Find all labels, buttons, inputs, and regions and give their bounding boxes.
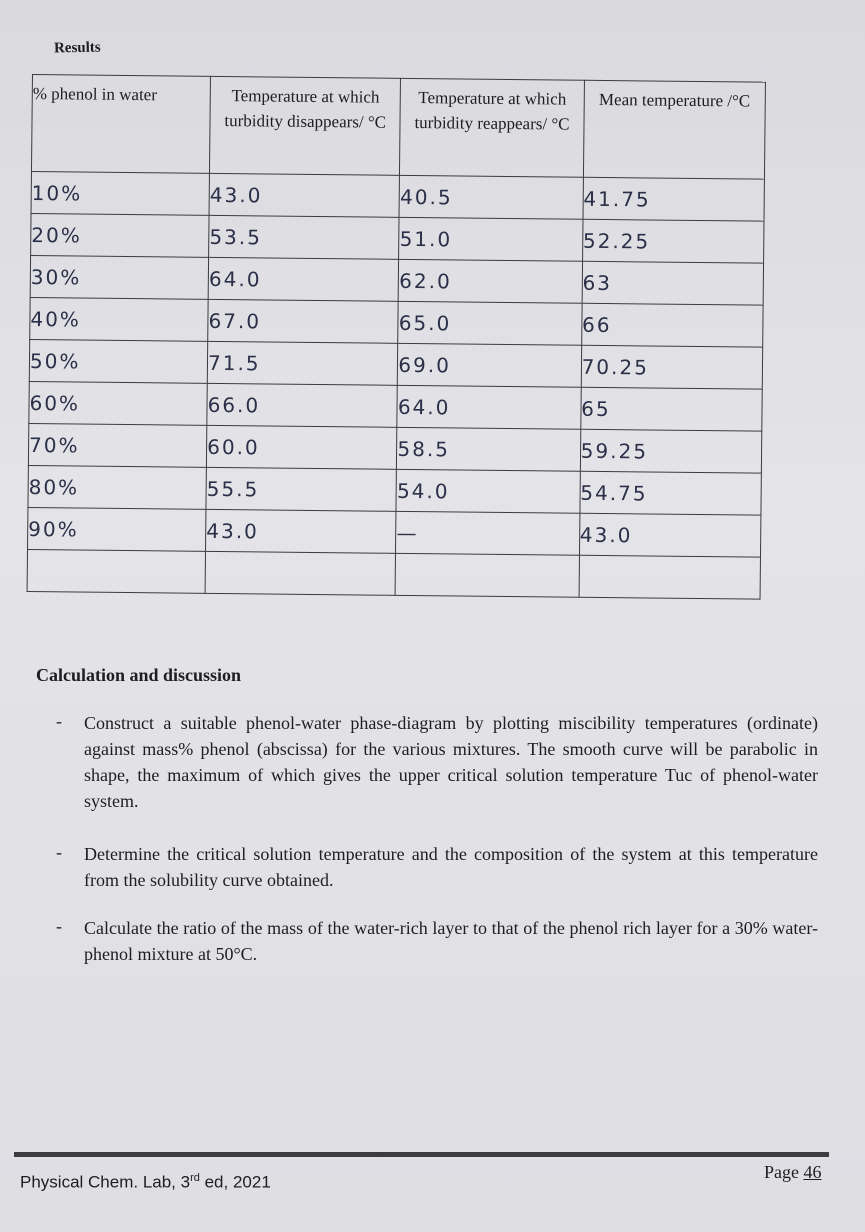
bullet-dash: - xyxy=(56,916,62,936)
cell-reappears: 64.0 xyxy=(397,385,581,429)
bullet-dash: - xyxy=(56,842,62,862)
discussion-item-mass-ratio: Calculate the ratio of the mass of the water-rich layer to that of the phenol rich layer for a 30% water-phenol mixture at 50°C. xyxy=(84,918,818,964)
footer-page-label: Page xyxy=(764,1162,804,1182)
header-phenol-percent: % phenol in water xyxy=(31,75,210,174)
cell-disappears: 53.5 xyxy=(209,215,400,259)
cell-disappears: 60.0 xyxy=(206,425,397,469)
cell-mean: 52.25 xyxy=(582,219,764,263)
cell-reappears: 51.0 xyxy=(399,217,583,261)
cell-mean: 43.0 xyxy=(579,513,761,557)
cell-reappears: 65.0 xyxy=(398,301,582,345)
cell-mean: 54.75 xyxy=(580,471,762,515)
cell-disappears: 55.5 xyxy=(206,467,397,511)
results-heading: Results xyxy=(53,39,101,57)
cell-empty xyxy=(27,549,206,593)
cell-disappears: 43.0 xyxy=(209,173,400,217)
cell-mean: 41.75 xyxy=(583,177,765,221)
footer-edition-sup: rd xyxy=(190,1172,200,1184)
cell-reappears: 40.5 xyxy=(399,175,583,219)
cell-phenol: 60% xyxy=(29,381,208,425)
cell-phenol: 30% xyxy=(30,255,209,299)
table-header-row xyxy=(31,75,765,180)
cell-phenol: 10% xyxy=(31,171,210,215)
cell-mean: 70.25 xyxy=(581,345,763,389)
cell-mean: 65 xyxy=(580,387,762,431)
cell-phenol: 20% xyxy=(31,213,210,257)
cell-disappears: 71.5 xyxy=(207,341,398,385)
calculation-heading: Calculation and discussion xyxy=(36,665,242,685)
cell-phenol: 70% xyxy=(28,423,207,467)
cell-disappears: 67.0 xyxy=(208,299,399,343)
footer-edition-year: ed, 2021 xyxy=(199,1172,271,1192)
cell-empty xyxy=(579,555,761,599)
cell-reappears: 62.0 xyxy=(398,259,582,303)
footer-divider xyxy=(14,1152,829,1157)
cell-disappears: 43.0 xyxy=(206,509,397,553)
cell-phenol: 50% xyxy=(29,339,208,383)
table-row-empty xyxy=(27,549,760,599)
cell-mean: 63 xyxy=(582,261,764,305)
cell-disappears: 64.0 xyxy=(208,257,399,301)
cell-mean: 66 xyxy=(581,303,763,347)
cell-reappears: — xyxy=(396,511,580,555)
cell-empty xyxy=(395,553,579,597)
cell-phenol: 80% xyxy=(28,465,207,509)
discussion-item-critical-temp: Determine the critical solution temperature and the composition of the system at this temperature from the solubility curve obtained. xyxy=(84,844,818,890)
footer-book-title xyxy=(20,1172,271,1193)
cell-reappears: 54.0 xyxy=(396,469,580,513)
footer-book-name: Physical Chem. Lab, 3 xyxy=(20,1172,191,1192)
bullet-dash: - xyxy=(56,711,62,731)
results-table xyxy=(27,74,766,600)
cell-phenol: 40% xyxy=(30,297,209,341)
footer-page xyxy=(764,1162,822,1183)
cell-reappears: 58.5 xyxy=(397,427,581,471)
cell-mean: 59.25 xyxy=(580,429,762,473)
header-temp-reappears: Temperature at which turbidity reappears/ °C xyxy=(400,78,584,177)
header-temp-disappears: Temperature at which turbidity disappears/ °C xyxy=(210,76,401,175)
footer-page-number: 46 xyxy=(803,1162,822,1182)
cell-reappears: 69.0 xyxy=(398,343,582,387)
header-mean-temp: Mean temperature /°C xyxy=(583,80,765,179)
cell-empty xyxy=(205,551,396,595)
cell-disappears: 66.0 xyxy=(207,383,398,427)
discussion-item-phase-diagram: Construct a suitable phenol-water phase-diagram by plotting miscibility temperatures (ordinate) against mass% phenol (abscissa) for the various mixtures. The smooth curve will be parabolic in shape, the maximum of which gives the upper critical solution temperature Tuc of phenol-water system. xyxy=(84,713,818,811)
cell-phenol: 90% xyxy=(28,507,207,551)
